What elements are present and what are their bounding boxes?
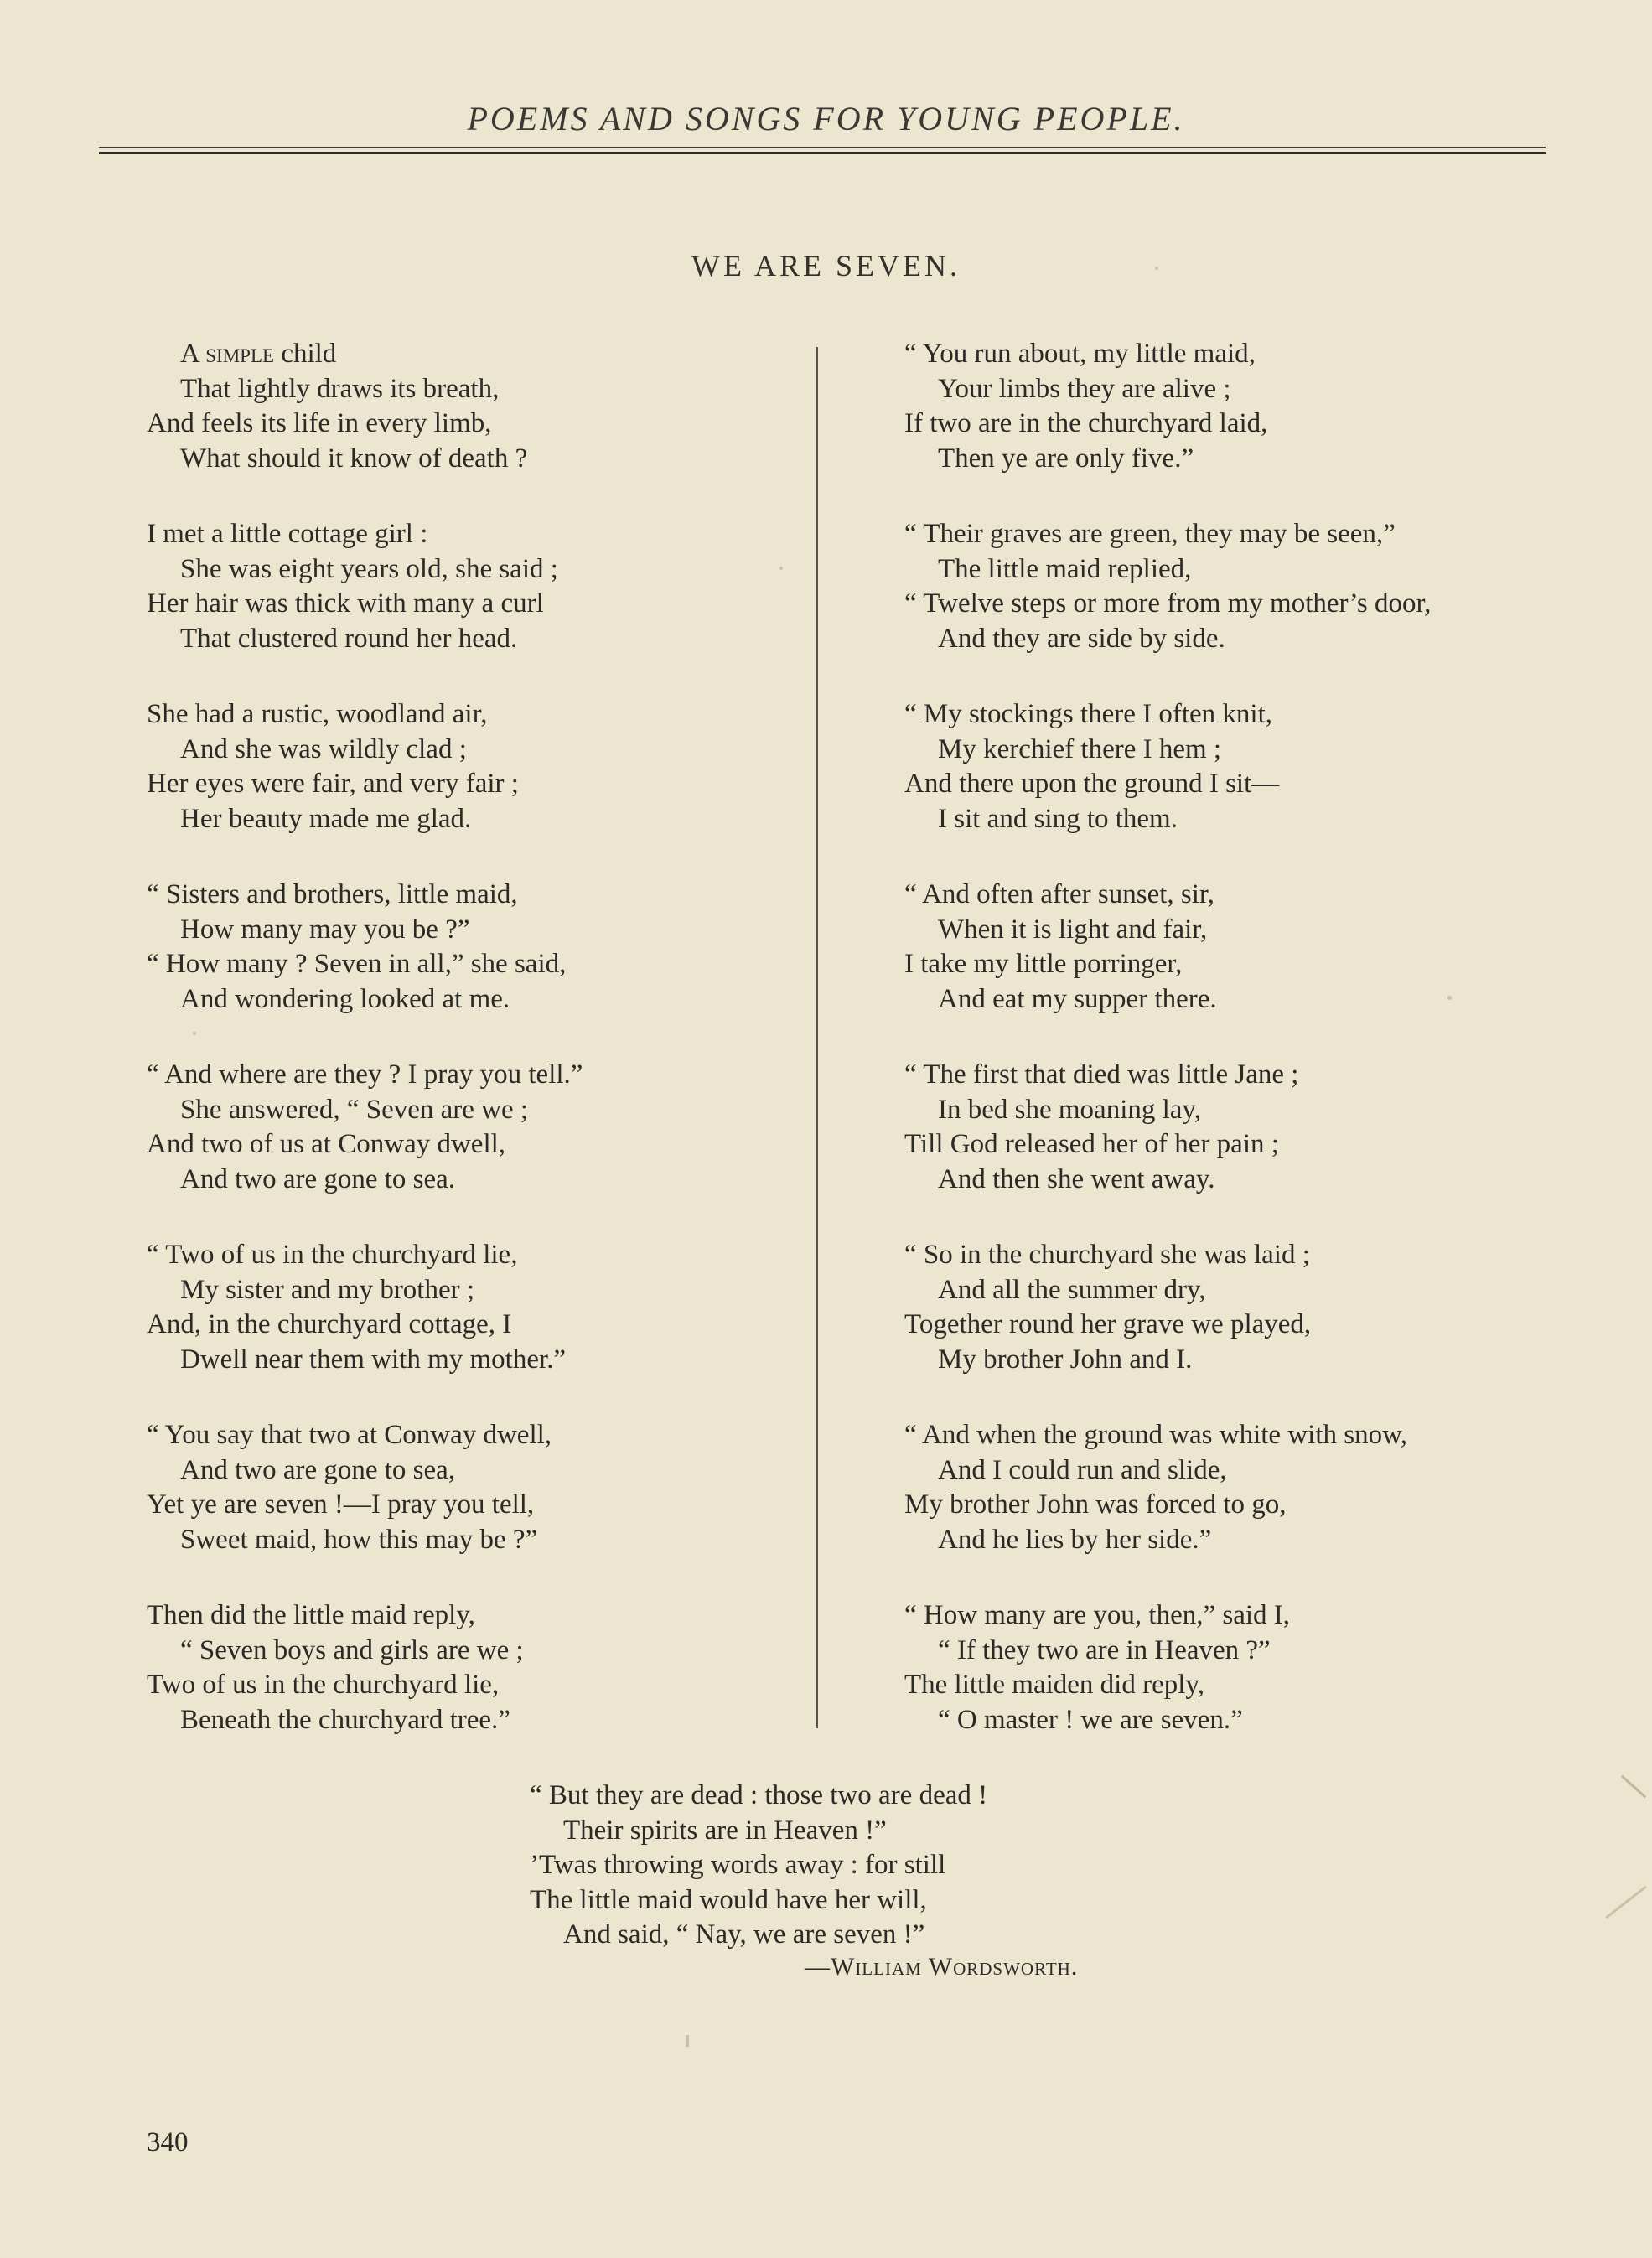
stanza xyxy=(904,1058,1625,1238)
poem-line: How many may you be ?” xyxy=(180,914,470,945)
poem-line: Together round her grave we played, xyxy=(904,1309,1312,1339)
poem-line: Her hair was thick with many a curl xyxy=(147,588,544,619)
poem-line: Dwell near them with my mother.” xyxy=(180,1344,567,1375)
poem-line: “ Sisters and brothers, little maid, xyxy=(147,879,518,909)
poem-line: “ Two of us in the churchyard lie, xyxy=(147,1240,518,1270)
poem-line: And there upon the ground I sit— xyxy=(904,769,1280,799)
poem-line: And all the summer dry, xyxy=(938,1274,1206,1305)
poem-line: If two are in the churchyard laid, xyxy=(904,408,1268,438)
poem-line: “ You say that two at Conway dwell, xyxy=(147,1420,552,1450)
left-column xyxy=(147,337,834,1779)
header-rule-thin xyxy=(99,147,1546,148)
poem-line: And they are side by side. xyxy=(938,623,1225,654)
poem-line: My sister and my brother ; xyxy=(180,1274,475,1305)
small-caps-opening: A simple xyxy=(180,339,275,369)
poem-line: “ You run about, my little maid, xyxy=(904,339,1256,369)
paper-speck xyxy=(193,1032,196,1035)
poem-line: “ How many ? Seven in all,” she said, xyxy=(147,949,567,979)
header-rule-thick xyxy=(99,152,1546,154)
right-column xyxy=(904,337,1625,1779)
line-rest: child xyxy=(274,339,337,369)
poem-line: She was eight years old, she said ; xyxy=(180,553,558,584)
poem-line: And, in the churchyard cottage, I xyxy=(147,1309,512,1339)
stanza xyxy=(147,1058,834,1238)
poem-line: Her beauty made me glad. xyxy=(180,803,472,834)
poem-line: The little maid would have her will, xyxy=(530,1884,927,1915)
page-number: 340 xyxy=(147,2127,189,2157)
poem-line: Beneath the churchyard tree.” xyxy=(180,1704,510,1735)
poem-line: In bed she moaning lay, xyxy=(938,1094,1202,1125)
poem-line: “ O master ! we are seven.” xyxy=(938,1704,1243,1735)
poem-line: That clustered round her head. xyxy=(180,623,518,654)
poem-line: What should it know of death ? xyxy=(180,443,528,474)
poem-line: “ Seven boys and girls are we ; xyxy=(180,1634,524,1665)
poem-line: “ Twelve steps or more from my mother’s door, xyxy=(904,588,1432,619)
poem-line: And then she went away. xyxy=(938,1163,1215,1194)
closing-stanza xyxy=(530,1779,1284,1953)
poem-line: The little maiden did reply, xyxy=(904,1670,1205,1700)
stanza xyxy=(904,697,1625,878)
poem-line: “ And where are they ? I pray you tell.” xyxy=(147,1059,583,1090)
poem-line xyxy=(147,337,834,372)
attribution: —William Wordsworth. xyxy=(805,1953,1079,1981)
stanza xyxy=(904,337,1625,517)
poem-line: And feels its life in every limb, xyxy=(147,408,492,438)
poem-line: “ So in the churchyard she was laid ; xyxy=(904,1240,1310,1270)
column-divider xyxy=(816,347,818,1728)
poem-line: “ My stockings there I often knit, xyxy=(904,699,1272,729)
poem-line: “ If they two are in Heaven ?” xyxy=(938,1634,1271,1665)
poem-line: And wondering looked at me. xyxy=(180,983,510,1014)
paper-speck xyxy=(1447,996,1452,1000)
poem-line: I sit and sing to them. xyxy=(938,803,1178,834)
edge-mark xyxy=(1605,1886,1646,1919)
poem-line: Sweet maid, how this may be ?” xyxy=(180,1524,538,1555)
stanza xyxy=(904,878,1625,1058)
poem-line: “ The first that died was little Jane ; xyxy=(904,1059,1299,1090)
poem-line: “ Their graves are green, they may be seen,” xyxy=(904,519,1396,549)
stanza xyxy=(904,1418,1625,1598)
poem-line: Two of us in the churchyard lie, xyxy=(147,1670,500,1700)
poem-line: “ How many are you, then,” said I, xyxy=(904,1600,1291,1630)
poem-line: My kerchief there I hem ; xyxy=(938,733,1222,764)
poem-line: I met a little cottage girl : xyxy=(147,519,428,549)
poem-line: Your limbs they are alive ; xyxy=(938,373,1231,404)
paper-speck xyxy=(686,2035,689,2047)
poem-line: When it is light and fair, xyxy=(938,914,1208,945)
poem-line: Then ye are only five.” xyxy=(938,443,1194,474)
poem-line: “ But they are dead : those two are dead ! xyxy=(530,1780,988,1810)
poem-line: Till God released her of her pain ; xyxy=(904,1129,1279,1159)
poem-title: WE ARE SEVEN. xyxy=(691,249,961,282)
stanza xyxy=(147,1418,834,1598)
poem-line: Then did the little maid reply, xyxy=(147,1600,475,1630)
poem-line: My brother John was forced to go, xyxy=(904,1489,1287,1520)
poem-line: Her eyes were fair, and very fair ; xyxy=(147,769,519,799)
poem-line: She had a rustic, woodland air, xyxy=(147,699,488,729)
poem-line: I take my little porringer, xyxy=(904,949,1183,979)
poem-line: “ And often after sunset, sir, xyxy=(904,879,1214,909)
stanza xyxy=(147,517,834,697)
stanza xyxy=(147,337,834,517)
poem-line: My brother John and I. xyxy=(938,1344,1193,1375)
poem-line: Their spirits are in Heaven !” xyxy=(563,1815,887,1846)
poem-line: “ And when the ground was white with snow, xyxy=(904,1420,1408,1450)
stanza xyxy=(904,1598,1625,1779)
edge-mark xyxy=(1621,1775,1646,1799)
stanza xyxy=(904,517,1625,697)
stanza xyxy=(147,1598,834,1779)
poem-line: The little maid replied, xyxy=(938,553,1192,584)
stanza xyxy=(530,1779,1284,1953)
poem-line: Yet ye are seven !—I pray you tell, xyxy=(147,1489,535,1520)
stanza xyxy=(904,1238,1625,1418)
paper-speck xyxy=(779,567,783,570)
paper-speck xyxy=(1155,267,1158,270)
poem-line: ’Twas throwing words away : for still xyxy=(530,1850,946,1880)
poem-line: And she was wildly clad ; xyxy=(180,733,467,764)
poem-line: She answered, “ Seven are we ; xyxy=(180,1094,529,1125)
stanza xyxy=(147,878,834,1058)
running-head: POEMS AND SONGS FOR YOUNG PEOPLE. xyxy=(467,100,1185,137)
poem-line: And two are gone to sea, xyxy=(180,1454,456,1485)
stanza xyxy=(147,697,834,878)
poem-line: And two are gone to sea. xyxy=(180,1163,456,1194)
poem-line: And said, “ Nay, we are seven !” xyxy=(563,1919,925,1950)
poem-line: And eat my supper there. xyxy=(938,983,1217,1014)
poem-line: And two of us at Conway dwell, xyxy=(147,1129,506,1159)
poem-line: And he lies by her side.” xyxy=(938,1524,1212,1555)
poem-line: And I could run and slide, xyxy=(938,1454,1227,1485)
stanza xyxy=(147,1238,834,1418)
poem-line: That lightly draws its breath, xyxy=(180,373,500,404)
